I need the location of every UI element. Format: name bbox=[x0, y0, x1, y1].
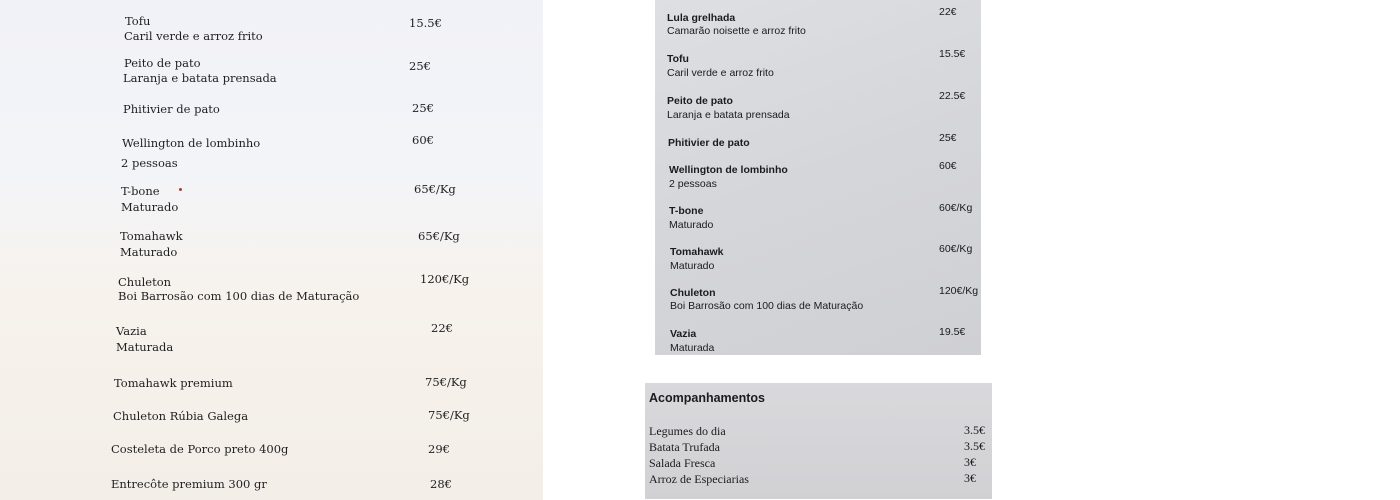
item-name: Peito de pato bbox=[667, 95, 733, 107]
item-price: 75€/Kg bbox=[425, 375, 467, 389]
item-name: Chuleton bbox=[118, 275, 172, 289]
item-desc: Maturado bbox=[120, 245, 178, 259]
item-name: Legumes do dia bbox=[649, 424, 726, 438]
item-name: Chuleton bbox=[670, 287, 716, 299]
item-price: 22.5€ bbox=[939, 90, 966, 102]
item-name: Tofu bbox=[125, 14, 151, 28]
item-price: 65€/Kg bbox=[414, 182, 456, 196]
item-name: Tofu bbox=[667, 53, 689, 65]
item-desc: Maturado bbox=[121, 200, 179, 214]
item-price: 22€ bbox=[431, 321, 453, 335]
item-desc: Laranja e batata prensada bbox=[123, 71, 277, 85]
item-desc: Maturada bbox=[116, 340, 174, 354]
item-name: Batata Trufada bbox=[649, 440, 720, 454]
item-name: Peito de pato bbox=[124, 56, 201, 70]
item-name: Arroz de Especiarias bbox=[649, 472, 749, 486]
item-desc: Caril verde e arroz frito bbox=[124, 29, 263, 43]
item-name: Wellington de lombinho bbox=[669, 164, 788, 176]
item-price: 25€ bbox=[409, 59, 431, 73]
item-desc: Maturado bbox=[670, 260, 715, 272]
item-desc: Boi Barrosão com 100 dias de Maturação bbox=[670, 300, 864, 312]
menu-photo-left bbox=[0, 0, 543, 500]
item-desc: Camarão noisette e arroz frito bbox=[667, 25, 806, 37]
menu-photo-right bbox=[655, 0, 981, 355]
item-name: Entrecôte premium 300 gr bbox=[111, 477, 267, 491]
item-name: Tomahawk bbox=[670, 246, 724, 258]
item-price: 3.5€ bbox=[964, 423, 985, 437]
item-price: 60€ bbox=[412, 133, 434, 147]
item-price: 22€ bbox=[939, 6, 957, 18]
item-price: 3.5€ bbox=[964, 439, 985, 453]
item-name: Vazia bbox=[116, 324, 147, 338]
item-name: Phitivier de pato bbox=[123, 102, 220, 116]
item-name: Vazia bbox=[670, 328, 697, 340]
item-desc: Maturada bbox=[670, 342, 715, 354]
item-name: Lula grelhada bbox=[667, 12, 736, 24]
item-name: Tomahawk bbox=[120, 229, 183, 243]
item-price: 3€ bbox=[964, 471, 976, 485]
item-desc: 2 pessoas bbox=[669, 178, 717, 190]
item-name: T-bone bbox=[669, 205, 704, 217]
item-price: 60€/Kg bbox=[939, 243, 973, 255]
item-name: Tomahawk premium bbox=[114, 376, 233, 390]
item-price: 29€ bbox=[428, 442, 450, 456]
item-price: 25€ bbox=[412, 101, 434, 115]
item-price: 75€/Kg bbox=[428, 408, 470, 422]
item-price: 3€ bbox=[964, 455, 976, 469]
section-title: Acompanhamentos bbox=[649, 391, 765, 405]
item-price: 25€ bbox=[939, 132, 957, 144]
item-price: 120€/Kg bbox=[939, 285, 979, 297]
item-name: Phitivier de pato bbox=[668, 137, 750, 149]
item-name: Salada Fresca bbox=[649, 456, 716, 470]
item-desc: Laranja e batata prensada bbox=[667, 109, 790, 121]
item-price: 15.5€ bbox=[939, 48, 966, 60]
stain-mark bbox=[179, 188, 182, 191]
item-price: 15.5€ bbox=[409, 16, 442, 30]
item-name: T-bone bbox=[121, 184, 160, 198]
item-desc: Caril verde e arroz frito bbox=[667, 67, 774, 79]
item-price: 60€ bbox=[939, 160, 957, 172]
item-price: 28€ bbox=[430, 477, 452, 491]
item-price: 65€/Kg bbox=[418, 229, 460, 243]
item-price: 19.5€ bbox=[939, 326, 966, 338]
item-desc: Boi Barrosão com 100 dias de Maturação bbox=[118, 289, 360, 303]
item-desc: Maturado bbox=[669, 219, 714, 231]
menu-photo-sides bbox=[645, 383, 992, 499]
item-name: Chuleton Rúbia Galega bbox=[113, 409, 249, 423]
item-name: Wellington de lombinho bbox=[122, 136, 261, 150]
item-name: Costeleta de Porco preto 400g bbox=[111, 442, 289, 456]
item-price: 120€/Kg bbox=[420, 272, 470, 286]
item-price: 60€/Kg bbox=[939, 202, 973, 214]
item-desc: 2 pessoas bbox=[121, 156, 178, 170]
